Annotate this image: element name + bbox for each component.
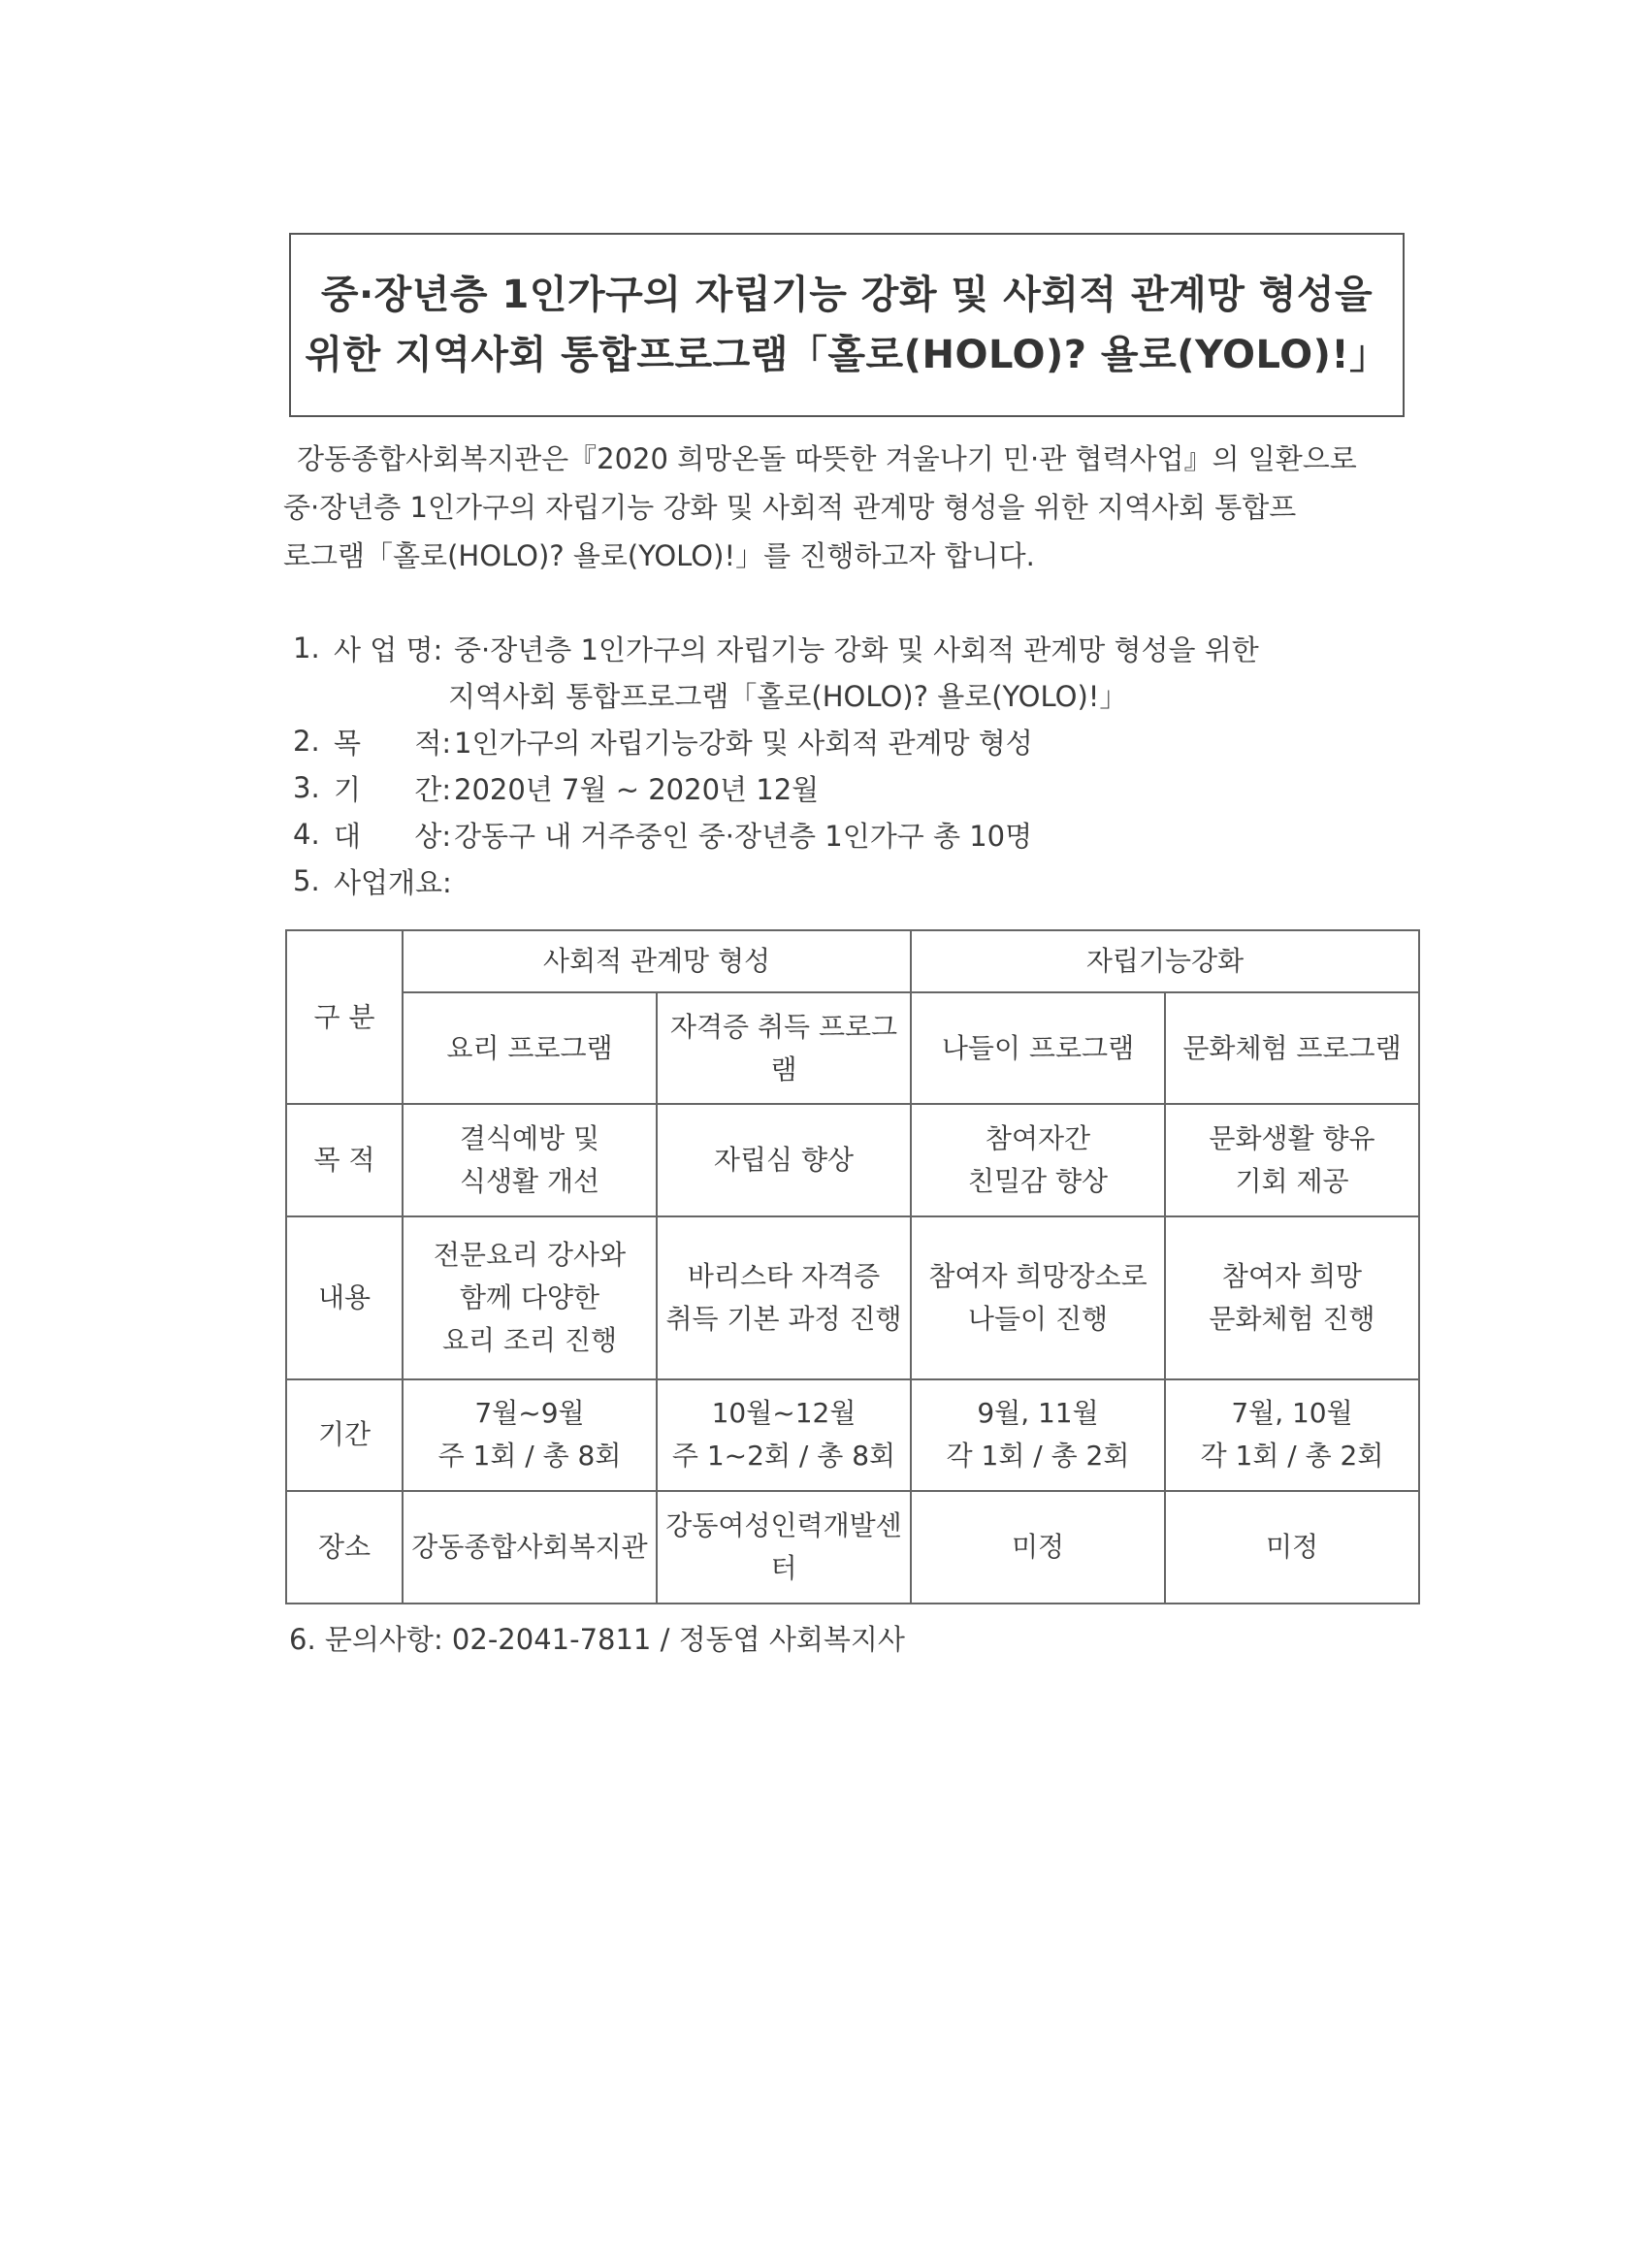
- item-value: 2020년 7월 ~ 2020년 12월: [454, 772, 820, 806]
- cell-line: 취득 기본 과정 진행: [665, 1302, 902, 1335]
- item-2: [293, 718, 1457, 764]
- intro-line-2: 중·장년층 1인가구의 자립기능 강화 및 사회적 관계망 형성을 위한 지역사회 통합프: [283, 491, 1297, 524]
- cell-line: 7월, 10월: [1231, 1397, 1353, 1430]
- table-cell: [911, 1379, 1165, 1492]
- cell-line: 참여자간: [985, 1122, 1091, 1155]
- item-4: [293, 811, 1457, 858]
- table-cell: [657, 1216, 911, 1379]
- table-cell: [1165, 1379, 1419, 1492]
- item-1-continued: [293, 671, 1457, 718]
- item-label: 사업개요:: [334, 865, 452, 899]
- cell-line: 10월~12월: [711, 1397, 857, 1430]
- cell-line: 함께 다양한: [459, 1280, 600, 1313]
- item-5: [293, 858, 1457, 904]
- cell-line: 바리스타 자격증: [687, 1259, 881, 1292]
- title-box: [289, 233, 1405, 417]
- cell-line: 각 1회 / 총 2회: [1200, 1440, 1384, 1473]
- intro-line-1: 강동종합사회복지관은『2020 희망온돌 따뜻한 겨울나기 민·관 협력사업』의 일환으로: [297, 442, 1357, 475]
- cell-line: 미정: [1011, 1531, 1065, 1564]
- title-line-1: 중·장년층 1인가구의 자립기능 강화 및 사회적 관계망 형성을: [320, 273, 1374, 317]
- title-line-2: 위한 지역사회 통합프로그램「홀로(HOLO)? 욜로(YOLO)!」: [305, 333, 1389, 377]
- cell-line: 기회 제공: [1235, 1165, 1349, 1198]
- cell-line: 식생활 개선: [459, 1165, 600, 1198]
- item-label: 기 간:: [334, 772, 452, 806]
- cell-line: 전문요리 강사와: [433, 1238, 627, 1271]
- row-label: 기간: [286, 1379, 403, 1492]
- table-cell: [657, 1104, 911, 1216]
- item-value: 1인가구의 자립기능강화 및 사회적 관계망 형성: [454, 726, 1033, 760]
- group-header: 사회적 관계망 형성: [403, 930, 911, 992]
- cell-line: 미정: [1265, 1531, 1319, 1564]
- table-cell: [911, 1216, 1165, 1379]
- table-cell: [403, 1104, 657, 1216]
- intro-paragraph: [283, 435, 1447, 580]
- program-header: 요리 프로그램: [403, 992, 657, 1105]
- cell-line: 강동여성인력개발센터: [665, 1509, 902, 1585]
- table-cell: [1165, 1104, 1419, 1216]
- table-cell: [1165, 1216, 1419, 1379]
- program-header: 자격증 취득 프로그램: [657, 992, 911, 1105]
- group-header: 자립기능강화: [911, 930, 1419, 992]
- cell-line: 요리 조리 진행: [441, 1323, 618, 1356]
- cell-line: 결식예방 및: [459, 1122, 600, 1155]
- table-row: [286, 1104, 1419, 1216]
- item-label: 대 상:: [334, 819, 452, 853]
- table-cell: [1165, 1491, 1419, 1604]
- row-label: 목 적: [286, 1104, 403, 1216]
- item-value: 강동구 내 거주중인 중·장년층 1인가구 총 10명: [454, 819, 1033, 853]
- cell-line: 강동종합사회복지관: [411, 1531, 648, 1564]
- cell-line: 문화체험 진행: [1209, 1302, 1375, 1335]
- item-3: [293, 764, 1457, 811]
- table-cell: [657, 1491, 911, 1604]
- intro-line-3: 로그램「홀로(HOLO)? 욜로(YOLO)!」를 진행하고자 합니다.: [283, 539, 1035, 572]
- cell-line: 7월~9월: [474, 1397, 585, 1430]
- row-label: 내용: [286, 1216, 403, 1379]
- item-label: 사 업 명:: [334, 632, 443, 666]
- item-number: 1.: [293, 632, 320, 664]
- item-number: 4.: [293, 818, 320, 851]
- item-number: 5.: [293, 864, 320, 897]
- table-row: [286, 1216, 1419, 1379]
- item-1: [293, 625, 1457, 671]
- cell-line: 자립심 향상: [713, 1144, 855, 1177]
- table-cell: [403, 1216, 657, 1379]
- item-number: 3.: [293, 771, 320, 804]
- program-header: 나들이 프로그램: [911, 992, 1165, 1105]
- item-value: 중·장년층 1인가구의 자립기능 강화 및 사회적 관계망 형성을 위한: [454, 632, 1259, 666]
- program-table: [285, 929, 1420, 1604]
- item-list: [293, 625, 1457, 904]
- cell-line: 참여자 희망: [1221, 1259, 1363, 1292]
- item-value-continued: 지역사회 통합프로그램「홀로(HOLO)? 욜로(YOLO)!」: [448, 679, 1128, 713]
- table-cell: [403, 1379, 657, 1492]
- table-cell: [657, 1379, 911, 1492]
- program-table-wrap: [285, 929, 1420, 1604]
- table-cell: [911, 1491, 1165, 1604]
- table-corner: 구 분: [286, 930, 403, 1104]
- cell-line: 문화생활 향유: [1209, 1122, 1375, 1155]
- cell-line: 각 1회 / 총 2회: [946, 1440, 1130, 1473]
- cell-line: 참여자 희망장소로: [928, 1259, 1148, 1292]
- cell-line: 주 1회 / 총 8회: [437, 1440, 622, 1473]
- table-cell: [911, 1104, 1165, 1216]
- cell-line: 나들이 진행: [967, 1302, 1109, 1335]
- item-number: 2.: [293, 725, 320, 758]
- table-row: [286, 1379, 1419, 1492]
- row-label: 장소: [286, 1491, 403, 1604]
- cell-line: 친밀감 향상: [967, 1165, 1109, 1198]
- cell-line: 9월, 11월: [977, 1397, 1099, 1430]
- contact-info: 6. 문의사항: 02-2041-7811 / 정동엽 사회복지사: [289, 1623, 905, 1656]
- item-label: 목 적:: [334, 726, 452, 760]
- table-cell: [403, 1491, 657, 1604]
- program-header: 문화체험 프로그램: [1165, 992, 1419, 1105]
- cell-line: 주 1~2회 / 총 8회: [671, 1440, 896, 1473]
- table-row: [286, 1491, 1419, 1604]
